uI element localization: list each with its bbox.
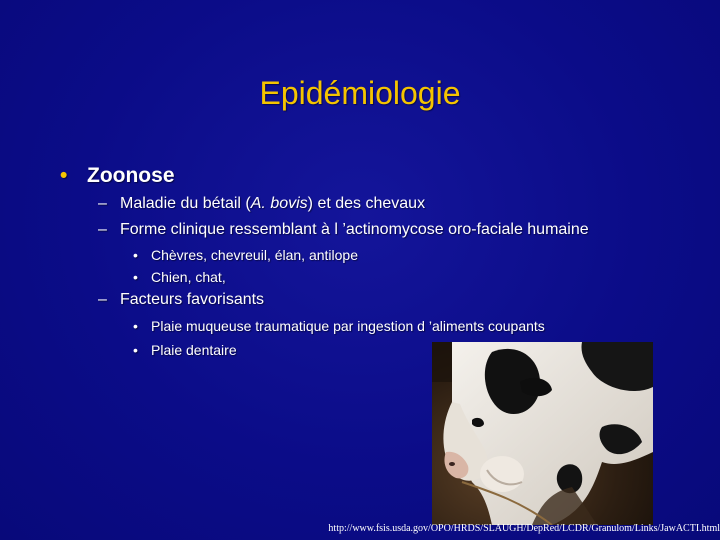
subbullet-text: Facteurs favorisants	[120, 291, 265, 308]
dot-symbol: •	[133, 342, 138, 358]
dot-symbol: •	[133, 318, 138, 334]
bullet-zoonose	[60, 164, 175, 188]
item-chevres	[133, 247, 358, 263]
subbullet-facteurs	[98, 291, 264, 309]
item-plaie-muqueuse	[133, 318, 545, 334]
item-text: Chien, chat,	[151, 269, 226, 285]
item-text: Plaie dentaire	[151, 342, 237, 358]
source-url: http://www.fsis.usda.gov/OPO/HRDS/SLAUGH/DepRed/LCDR/Granulom/Links/JawACTI.html	[328, 523, 720, 534]
item-plaie-dentaire	[133, 342, 237, 358]
subbullet-forme-clinique	[98, 221, 589, 239]
subbullet-text-pre: Maladie du bétail (	[120, 195, 251, 212]
dot-symbol: •	[133, 247, 138, 263]
dot-symbol: •	[133, 269, 138, 285]
item-text: Plaie muqueuse traumatique par ingestion d ’aliments coupants	[151, 318, 545, 334]
cow-illustration	[432, 342, 653, 525]
cow-photo	[432, 342, 653, 525]
bullet-text: Zoonose	[87, 164, 175, 187]
bullet-symbol: •	[60, 164, 68, 187]
dash-symbol: –	[98, 221, 107, 238]
slide-title: Epidémiologie	[259, 75, 461, 111]
item-text: Chèvres, chevreuil, élan, antilope	[151, 247, 359, 263]
dash-symbol: –	[98, 291, 107, 308]
subbullet-text-italic: A. bovis	[250, 195, 308, 212]
subbullet-text: Forme clinique ressemblant à l ’actinomycose oro-faciale humaine	[120, 221, 589, 238]
item-chien-chat	[133, 269, 226, 285]
dash-symbol: –	[98, 195, 107, 212]
subbullet-text-post: ) et des chevaux	[307, 195, 426, 212]
subbullet-maladie-betail	[98, 195, 425, 213]
